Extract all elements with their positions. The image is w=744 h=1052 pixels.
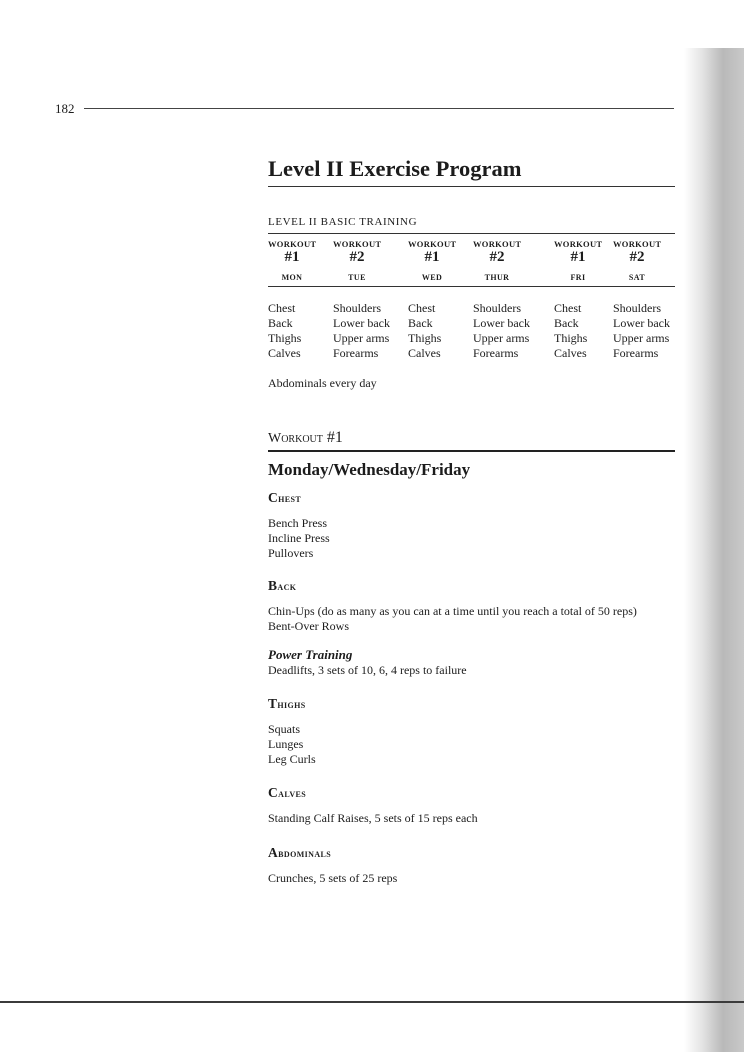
exercise-item: Incline Press: [268, 530, 330, 545]
binding-shadow-top: [684, 0, 744, 48]
section-heading: Back: [268, 577, 297, 593]
body-part: Shoulders: [613, 301, 661, 315]
body-part: Thighs: [268, 331, 302, 345]
schedule-rule: [268, 286, 675, 287]
body-part: Lower back: [333, 316, 390, 330]
body-part: Forearms: [613, 346, 659, 360]
body-part-list: [473, 301, 530, 361]
exercise-item: Leg Curls: [268, 751, 316, 766]
section-abdominals: [268, 846, 675, 886]
workout-number: #1: [570, 249, 586, 265]
schedule-heading: LEVEL II BASIC TRAINING: [268, 216, 418, 228]
body-part-list: [408, 301, 441, 361]
workout-label: WORKOUT: [333, 239, 382, 249]
page-content: [268, 155, 675, 886]
body-part: Calves: [554, 346, 587, 360]
section-back: [268, 579, 675, 678]
section-chest: [268, 491, 675, 561]
workout-day: SAT: [628, 273, 646, 282]
abdominals-note: Abdominals every day: [268, 376, 377, 390]
exercise-item: Standing Calf Raises, 5 sets of 15 reps each: [268, 810, 478, 825]
workout-number: #2: [489, 249, 505, 265]
exercise-item: Bench Press: [268, 515, 327, 530]
body-part: Forearms: [473, 346, 519, 360]
page-bottom-edge: [0, 1001, 744, 1003]
power-training-heading: Power Training: [268, 646, 353, 662]
workout-number: #2: [629, 249, 645, 265]
workout-label: WORKOUT: [554, 239, 603, 249]
body-part: Shoulders: [333, 301, 381, 315]
body-part: Upper arms: [333, 331, 390, 345]
body-part-list: [613, 301, 670, 361]
workout-heading-rule: [268, 450, 675, 452]
body-part: Chest: [554, 301, 582, 315]
body-part: Lower back: [613, 316, 670, 330]
exercise-list: [268, 811, 675, 826]
workout-label: WORKOUT: [408, 239, 457, 249]
workout-day: WED: [421, 273, 443, 282]
body-part-list: [268, 301, 301, 361]
exercise-item: Lunges: [268, 736, 304, 751]
exercise-item: Crunches, 5 sets of 25 reps: [268, 870, 398, 885]
title-rule: [268, 186, 675, 187]
workout-number: #2: [349, 249, 365, 265]
exercise-item: Pullovers: [268, 545, 314, 560]
exercise-list: [268, 871, 675, 886]
body-part: Thighs: [554, 331, 588, 345]
workout-day: TUE: [348, 273, 366, 282]
body-part: Calves: [408, 346, 441, 360]
body-part: Thighs: [408, 331, 442, 345]
power-training-text: Deadlifts, 3 sets of 10, 6, 4 reps to failure: [268, 662, 467, 677]
body-part: Lower back: [473, 316, 530, 330]
schedule-table: [268, 234, 675, 362]
exercise-list: [268, 722, 675, 767]
workout-label: WORKOUT: [613, 239, 662, 249]
workout-number: #1: [284, 249, 300, 265]
workout-heading: [268, 428, 675, 449]
workout-label: WORKOUT: [268, 239, 317, 249]
workout-day: THUR: [484, 273, 510, 282]
workout-days: Monday/Wednesday/Friday: [268, 459, 471, 479]
exercise-item: Bent-Over Rows: [268, 618, 349, 633]
body-part: Chest: [268, 301, 296, 315]
body-part: Upper arms: [613, 331, 670, 345]
section-thighs: [268, 697, 675, 767]
section-calves: [268, 786, 675, 826]
section-heading: Thighs: [268, 695, 306, 711]
body-part-list: [554, 301, 587, 361]
exercise-list: [268, 516, 675, 561]
body-part: Chest: [408, 301, 436, 315]
body-part: Calves: [268, 346, 301, 360]
exercise-item: Chin-Ups (do as many as you can at a time until you reach a total of 50 reps): [268, 603, 637, 618]
workout-heading-number: #1: [326, 429, 343, 446]
body-part: Forearms: [333, 346, 379, 360]
exercise-list: [268, 604, 675, 634]
workout-label: WORKOUT: [473, 239, 522, 249]
body-part: Back: [408, 316, 433, 330]
workout-day: FRI: [570, 273, 586, 282]
body-part: Back: [268, 316, 293, 330]
section-heading: Calves: [268, 784, 307, 800]
section-heading: Chest: [268, 489, 302, 505]
workout-day: MON: [281, 273, 303, 282]
body-part: Upper arms: [473, 331, 530, 345]
page-number: 182: [55, 101, 75, 116]
exercise-item: Squats: [268, 721, 301, 736]
binding-shadow: [684, 0, 744, 1052]
body-part: Back: [554, 316, 579, 330]
workout-heading-word: Workout: [268, 431, 323, 446]
workout-number: #1: [424, 249, 440, 265]
body-part-list: [333, 301, 390, 361]
body-part: Shoulders: [473, 301, 521, 315]
header-rule: [84, 108, 674, 109]
section-heading: Abdominals: [268, 844, 332, 860]
page-title: Level II Exercise Program: [268, 156, 522, 181]
